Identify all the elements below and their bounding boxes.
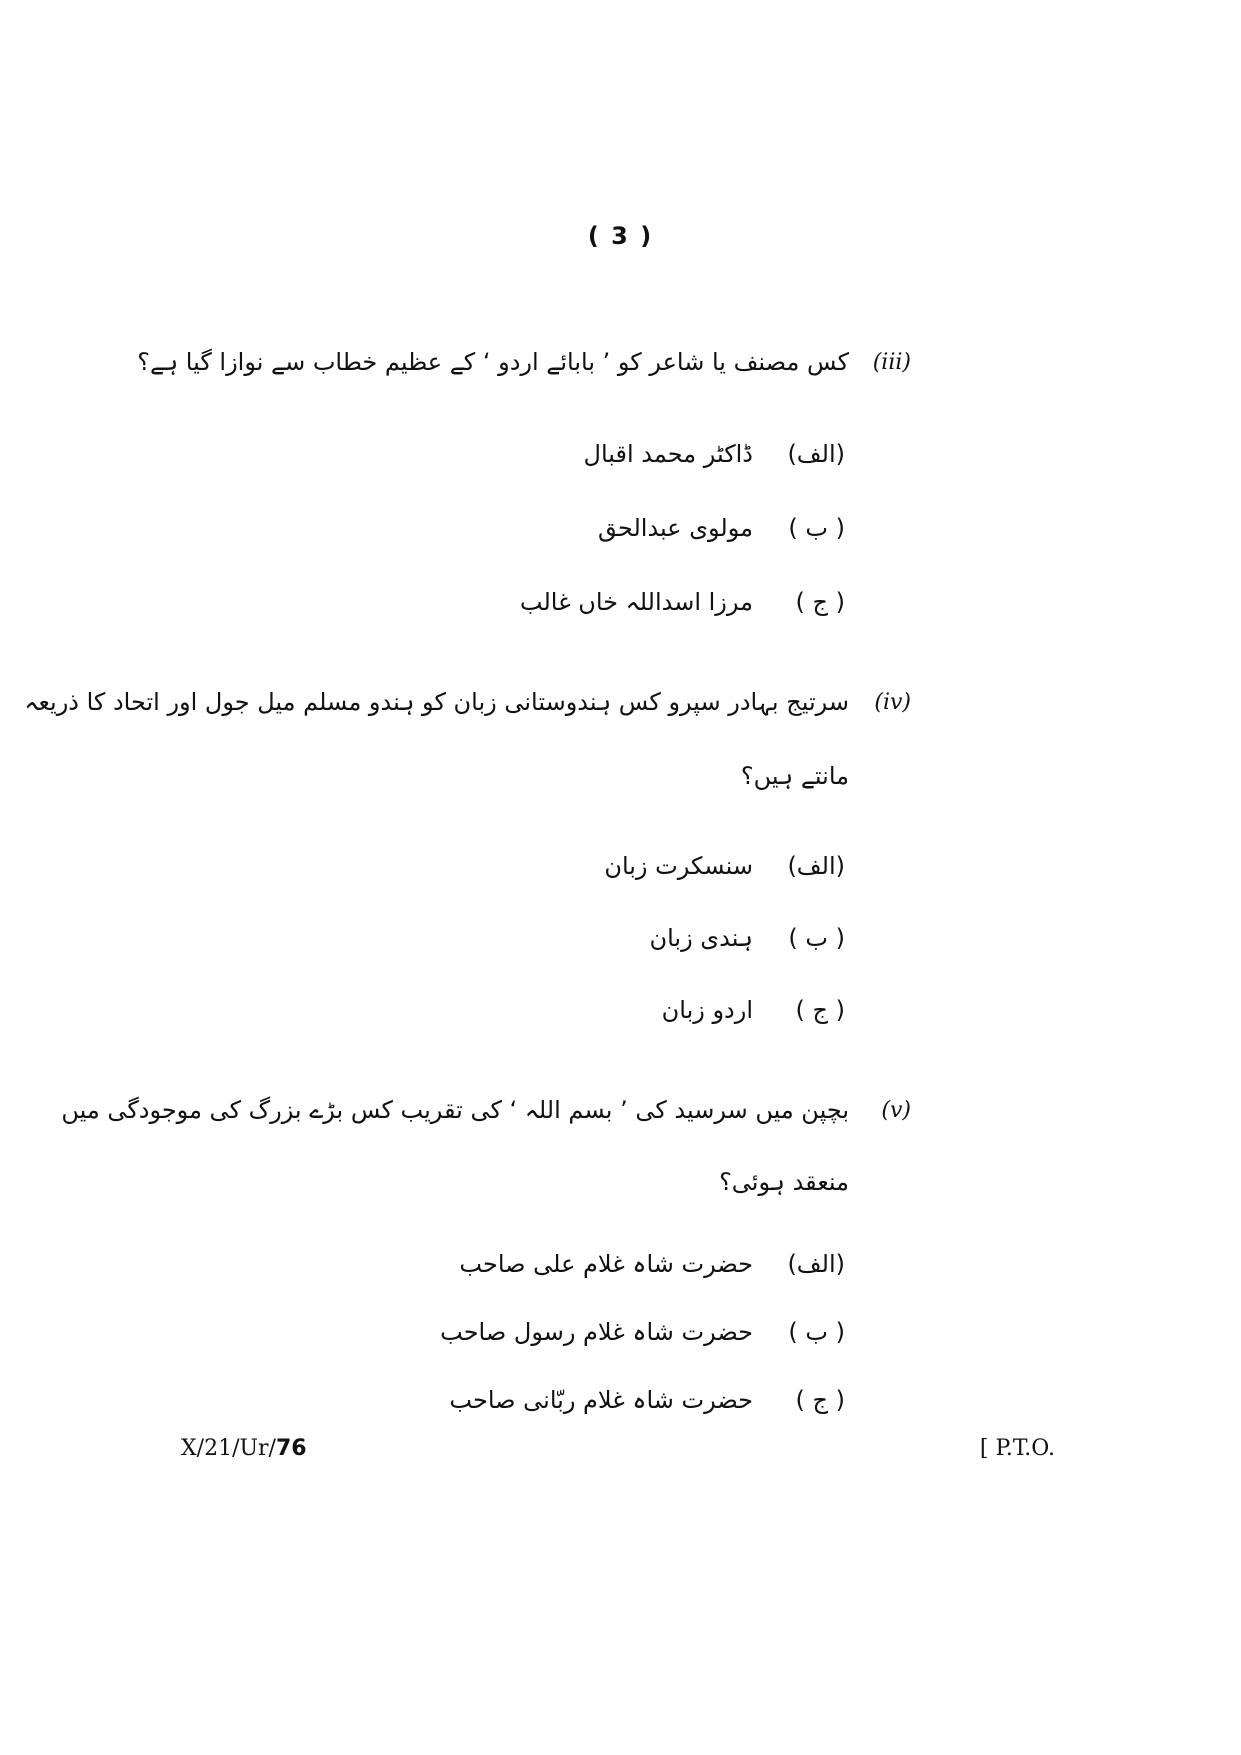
option-label: ( ب ) — [788, 1318, 845, 1346]
option-text: مرزا اسداللہ خاں غالب — [519, 588, 753, 616]
option-text: حضرت شاہ غلام رسول صاحب — [440, 1318, 753, 1346]
please-turn-over: [ P.T.O. — [979, 1436, 1055, 1461]
question-number: (iii) — [872, 350, 911, 375]
paper-code-prefix: X/21/Ur/ — [181, 1436, 276, 1461]
question-text: کس مصنف یا شاعر کو ’ بابائے اردو ‘ کے عظیم خطاب سے نوازا گیا ہے؟ — [137, 348, 849, 376]
option-text: حضرت شاہ غلام علی صاحب — [459, 1250, 753, 1278]
option-label: ( ب ) — [788, 514, 845, 542]
question-text: بچپن میں سرسید کی ’ بسم اللہ ‘ کی تقریب کس بڑے بزرگ کی موجودگی میں — [61, 1096, 849, 1124]
option-text: حضرت شاہ غلام ربّانی صاحب — [449, 1386, 753, 1414]
paper-code — [181, 1436, 307, 1461]
question-text-continued: مانتے ہیں؟ — [740, 762, 849, 790]
option-label: ( ج ) — [795, 588, 845, 616]
option-text: ہندی زبان — [649, 924, 753, 952]
paper-code-number: 76 — [275, 1436, 307, 1461]
option-text: اردو زبان — [661, 996, 753, 1024]
option-label: (الف) — [787, 852, 845, 880]
option-label: (الف) — [787, 1250, 845, 1278]
page-number: ( 3 ) — [587, 222, 654, 250]
option-text: سنسکرت زبان — [604, 852, 753, 880]
question-text: سرتیج بہادر سپرو کس ہندوستانی زبان کو ہندو مسلم میل جول اور اتحاد کا ذریعہ — [24, 688, 849, 716]
question-number: (v) — [881, 1098, 911, 1123]
option-text: مولوی عبدالحق — [597, 514, 753, 542]
option-label: ( ب ) — [788, 924, 845, 952]
option-label: (الف) — [787, 440, 845, 468]
option-label: ( ج ) — [795, 1386, 845, 1414]
option-label: ( ج ) — [795, 996, 845, 1024]
option-text: ڈاکٹر محمد اقبال — [583, 440, 753, 468]
question-text-continued: منعقد ہوئی؟ — [719, 1168, 849, 1196]
question-number: (iv) — [874, 690, 911, 715]
